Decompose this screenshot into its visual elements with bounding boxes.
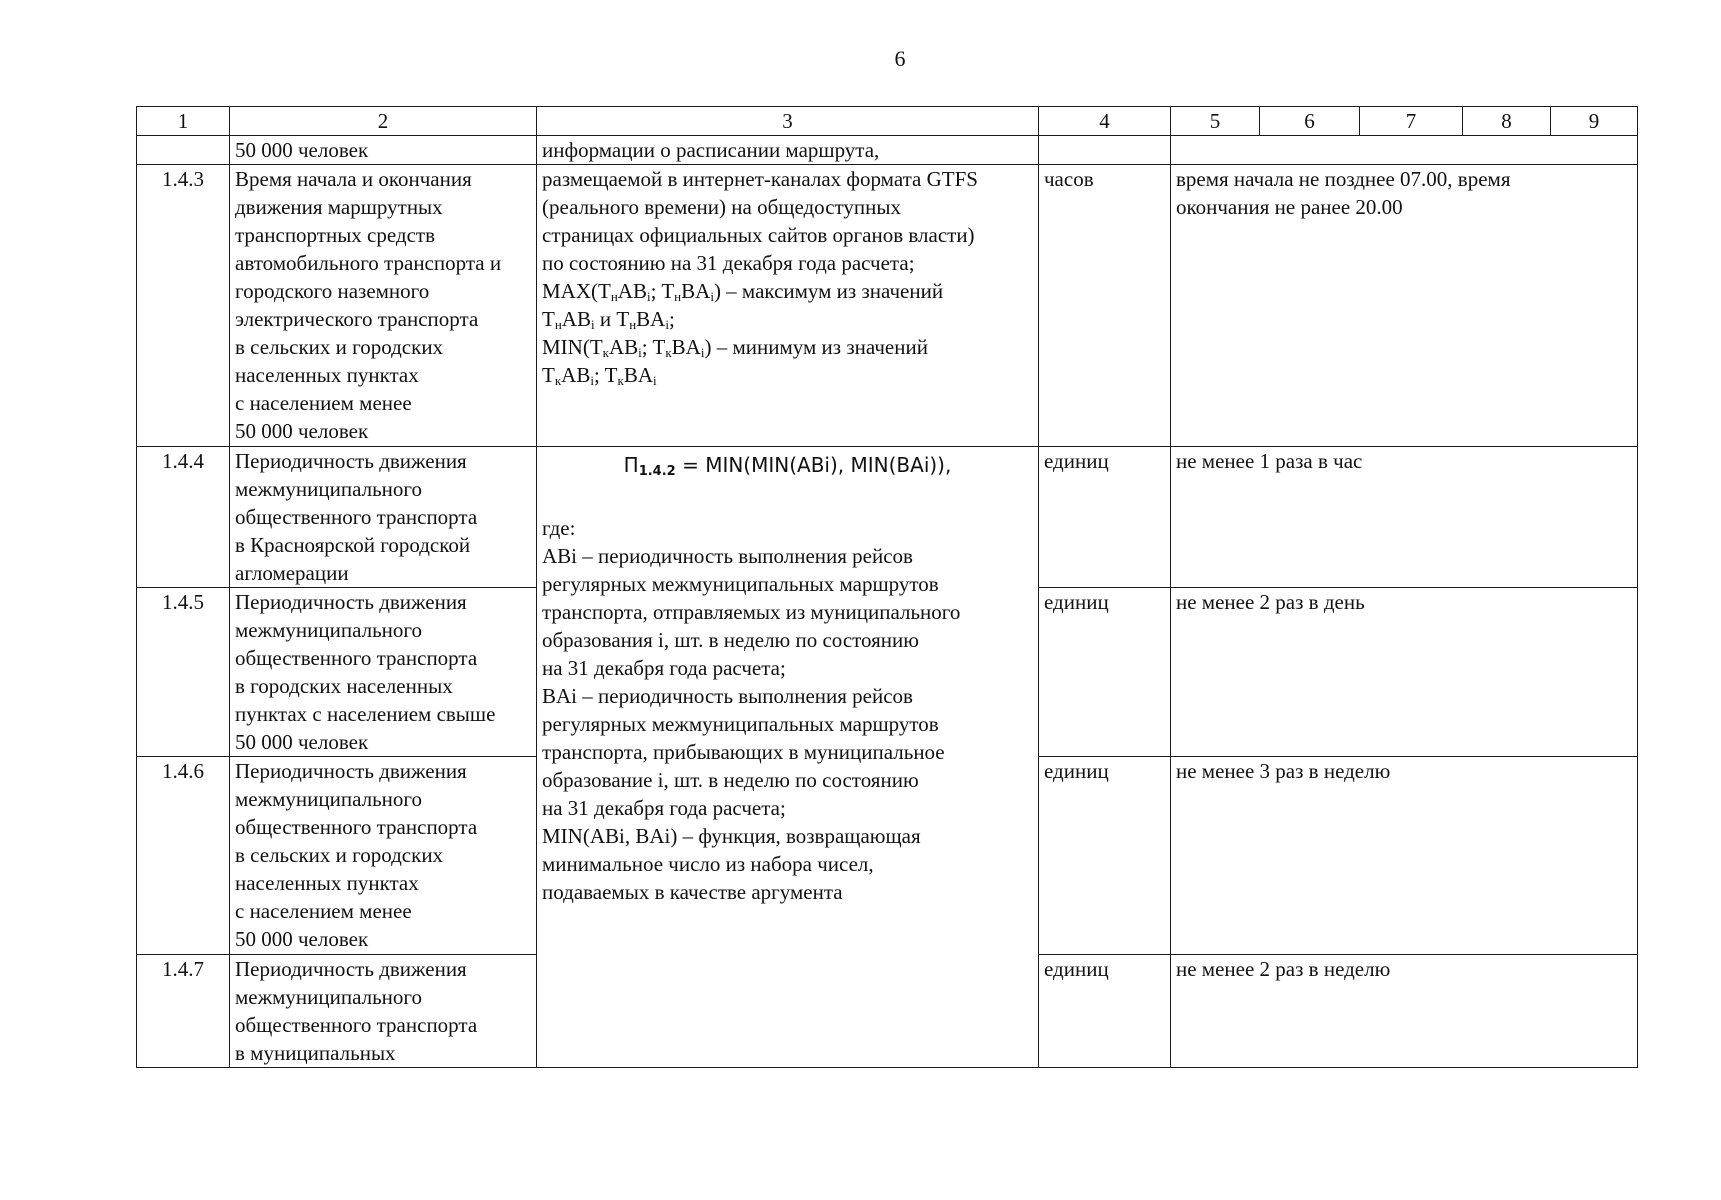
row-number: 1.4.3 <box>137 165 230 447</box>
indicator-name: 50 000 человек <box>230 136 537 165</box>
column-header-8: 8 <box>1463 107 1551 136</box>
row-number: 1.4.5 <box>137 588 230 757</box>
indicator-name: Периодичность движения межмуниципального общественного транспорта в Красноярской городской агломерации <box>230 447 537 588</box>
column-header-2: 2 <box>230 107 537 136</box>
target-value <box>1171 136 1638 165</box>
target-value: время начала не позднее 07.00, время окончания не ранее 20.00 <box>1171 165 1638 447</box>
column-number-header-row <box>137 107 1638 136</box>
target-value: не менее 2 раз в неделю <box>1171 955 1638 1068</box>
column-header-5: 5 <box>1171 107 1260 136</box>
table-row <box>137 136 1638 165</box>
row-number: 1.4.4 <box>137 447 230 588</box>
target-value: не менее 3 раз в неделю <box>1171 757 1638 955</box>
row-number: 1.4.7 <box>137 955 230 1068</box>
formula: $П_{1.4.2} = MIN(MIN(ABi)$, MIN(BAi)), <box>623 453 952 479</box>
column-header-9: 9 <box>1551 107 1638 136</box>
table-row <box>137 165 1638 447</box>
calculation-description: информации о расписании маршрута, <box>537 136 1039 165</box>
unit-of-measure: единиц <box>1039 588 1171 757</box>
page-number: 6 <box>894 46 906 71</box>
indicator-name: Периодичность движения межмуниципального общественного транспорта в сельских и городских населенных пунктах с населением менее 50 000 человек <box>230 757 537 955</box>
unit-of-measure: единиц <box>1039 955 1171 1068</box>
column-header-1: 1 <box>137 107 230 136</box>
unit-of-measure: часов <box>1039 165 1171 447</box>
calculation-description <box>537 447 1039 1068</box>
indicator-name: Время начала и окончания движения маршрутных транспортных средств автомобильного транспорта и городского наземного электрического транспорта в сельских и городских населенных пунктах с населением менее 50 000 человек <box>230 165 537 447</box>
row-number <box>137 136 230 165</box>
indicator-name: Периодичность движения межмуниципального общественного транспорта в муниципальных <box>230 955 537 1068</box>
unit-of-measure: единиц <box>1039 447 1171 588</box>
indicator-name: Периодичность движения межмуниципального общественного транспорта в городских населенных пунктах с населением свыше 50 000 человек <box>230 588 537 757</box>
target-value: не менее 1 раза в час <box>1171 447 1638 588</box>
target-value: не менее 2 раз в день <box>1171 588 1638 757</box>
unit-of-measure: единиц <box>1039 757 1171 955</box>
column-header-4: 4 <box>1039 107 1171 136</box>
unit-of-measure <box>1039 136 1171 165</box>
indicators-table <box>136 106 1638 1068</box>
row-number: 1.4.6 <box>137 757 230 955</box>
column-header-3: 3 <box>537 107 1039 136</box>
formula-explanation: где: ABi – периодичность выполнения рейсов регулярных межмуниципальных маршрутов транспорта, отправляемых из муниципального образования i, шт. в неделю по состоянию на 31 декабря года расчета; BAi – периодичность выполнения рейсов регулярных межмуниципальных маршрутов транспорта, прибывающих в муниципальное образование i, шт. в неделю по состоянию на 31 декабря года расчета; MIN(ABi, BAi) – функция, возвращающая минимальное число из набора чисел, подаваемых в качестве аргумента <box>542 516 961 904</box>
column-header-7: 7 <box>1360 107 1463 136</box>
calculation-description: размещаемой в интернет-каналах формата GTFS (реального времени) на общедоступных страницах официальных сайтов органов власти) по состоянию на 31 декабря года расчета; $MAX(T_нAB_i$; $T_нBA_i$) – максимум из значений $T_нAB_i$ и $T_нBA_i$; $MIN(T_кAB_i$; $T_кBA_i$) – минимум из значений $T_кAB_i$; $T_кBA_i$ <box>537 165 1039 447</box>
table-row <box>137 447 1638 588</box>
column-header-6: 6 <box>1260 107 1360 136</box>
